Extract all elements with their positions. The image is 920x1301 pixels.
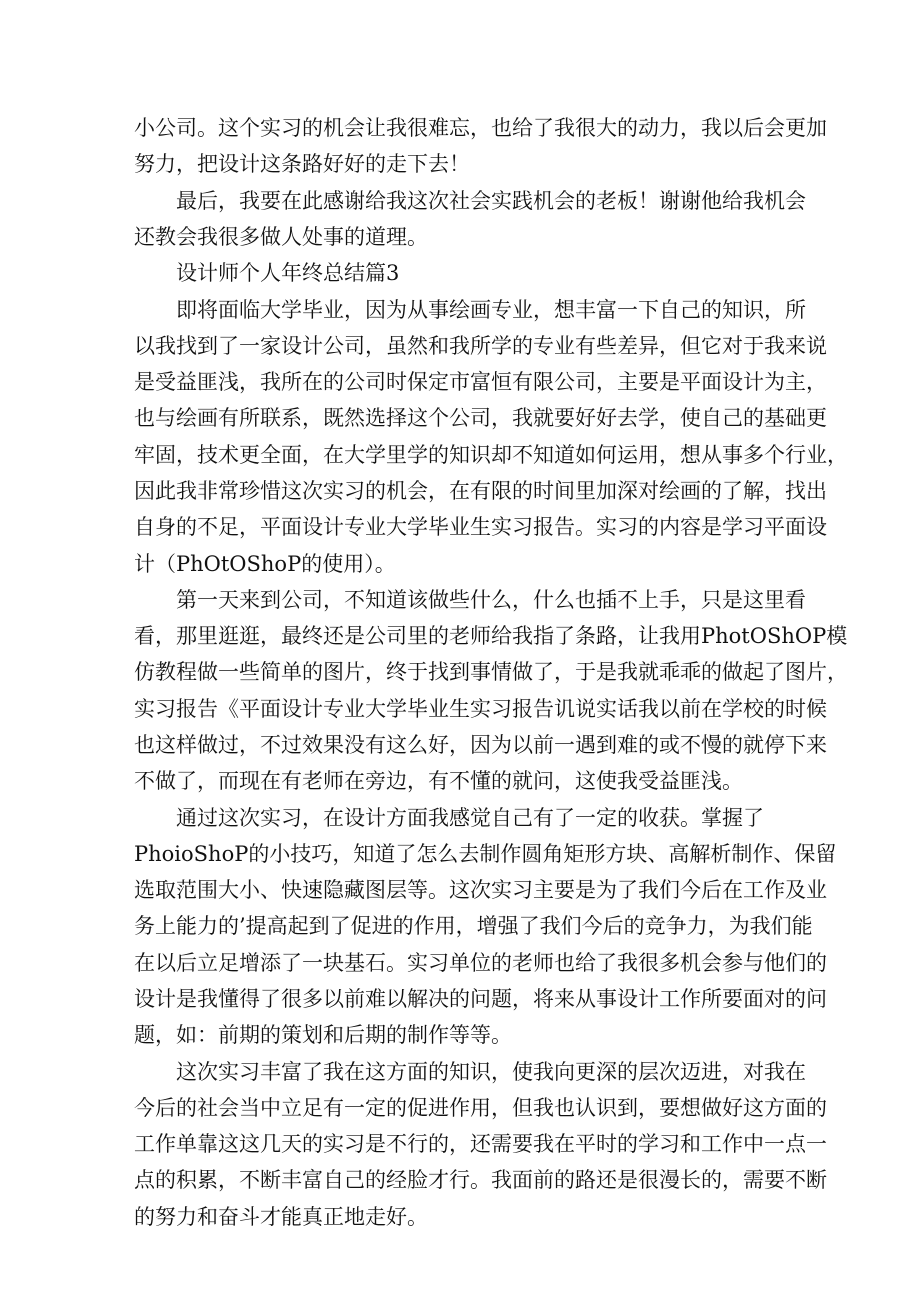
text-line: 务上能力的’提高起到了促进的作用，增强了我们今后的竞争力，为我们能 bbox=[134, 914, 813, 938]
text-line: 努力，把设计这条路好好的走下去！ bbox=[134, 152, 470, 176]
text-line: 点的积累，不断丰富自己的经脸才行。我面前的路还是很漫长的，需要不断 bbox=[134, 1168, 827, 1192]
text-line: 通过这次实习，在设计方面我感觉自己有了一定的收获。掌握了 bbox=[176, 806, 764, 830]
text-line: 第一天来到公司，不知道该做些什么，什么也插不上手，只是这里看 bbox=[176, 588, 806, 612]
section-heading: 设计师个人年终总结篇3 bbox=[176, 261, 400, 285]
text-line: 不做了，而现在有老师在旁边，有不懂的就问，这使我受益匪浅。 bbox=[134, 769, 743, 793]
text-line: 题，如：前期的策划和后期的制作等等。 bbox=[134, 1023, 512, 1047]
text-line: 仿教程做一些简单的图片，终于找到事情做了，于是我就乖乖的做起了图片， bbox=[134, 660, 848, 684]
text-line: 是受益匪浅，我所在的公司时保定市富恒有限公司，主要是平面设计为主， bbox=[134, 370, 827, 394]
text-line: 计（PhOtOShoP的使用）。 bbox=[134, 552, 396, 576]
text-line: 实习报告《平面设计专业大学毕业生实习报告讥说实话我以前在学校的时候 bbox=[134, 697, 827, 721]
text-line: 在以后立足增添了一块基石。实习单位的老师也给了我很多机会参与他们的 bbox=[134, 951, 827, 975]
text-line: 还教会我很多做人处事的道理。 bbox=[134, 225, 428, 249]
text-line: PhoioShoP的小技巧，知道了怎么去制作圆角矩形方块、高解析制作、保留 bbox=[134, 842, 837, 866]
text-line: 最后，我要在此感谢给我这次社会实践机会的老板！谢谢他给我机会 bbox=[176, 189, 806, 213]
text-line: 以我找到了一家设计公司，虽然和我所学的专业有些差异，但它对于我来说 bbox=[134, 334, 827, 358]
text-line: 的努力和奋斗才能真正地走好。 bbox=[134, 1205, 428, 1229]
text-line: 因此我非常珍惜这次实习的机会，在有限的时间里加深对绘画的了解，找出 bbox=[134, 479, 827, 503]
text-line: 小公司。这个实习的机会让我很难忘，也给了我很大的动力，我以后会更加 bbox=[134, 116, 827, 140]
text-line: 选取范围大小、快速隐藏图层等。这次实习主要是为了我们今后在工作及业 bbox=[134, 878, 827, 902]
text-line: 看，那里逛逛，最终还是公司里的老师给我指了条路，让我用PhotOShOP模 bbox=[134, 624, 848, 648]
text-line: 也与绘画有所联系，既然选择这个公司，我就要好好去学，使自己的基础更 bbox=[134, 406, 827, 430]
text-line: 工作单靠这这几天的实习是不行的，还需要我在平时的学习和工作中一点一 bbox=[134, 1132, 827, 1156]
text-line: 设计是我懂得了很多以前难以解决的问题，将来从事设计工作所要面对的问 bbox=[134, 987, 827, 1011]
text-line: 也这样做过，不过效果没有这么好，因为以前一遇到难的或不慢的就停下来 bbox=[134, 733, 827, 757]
text-line: 今后的社会当中立足有一定的促进作用，但我也认识到，要想做好这方面的 bbox=[134, 1096, 827, 1120]
text-line: 即将面临大学毕业，因为从事绘画专业，想丰富一下自己的知识，所 bbox=[176, 298, 806, 322]
text-line: 这次实习丰富了我在这方面的知识，使我向更深的层次迈进，对我在 bbox=[176, 1060, 806, 1084]
text-line: 自身的不足，平面设计专业大学毕业生实习报告。实习的内容是学习平面设 bbox=[134, 515, 827, 539]
text-line: 牢固，技术更全面，在大学里学的知识却不知道如何运用，想从事多个行业， bbox=[134, 443, 848, 467]
